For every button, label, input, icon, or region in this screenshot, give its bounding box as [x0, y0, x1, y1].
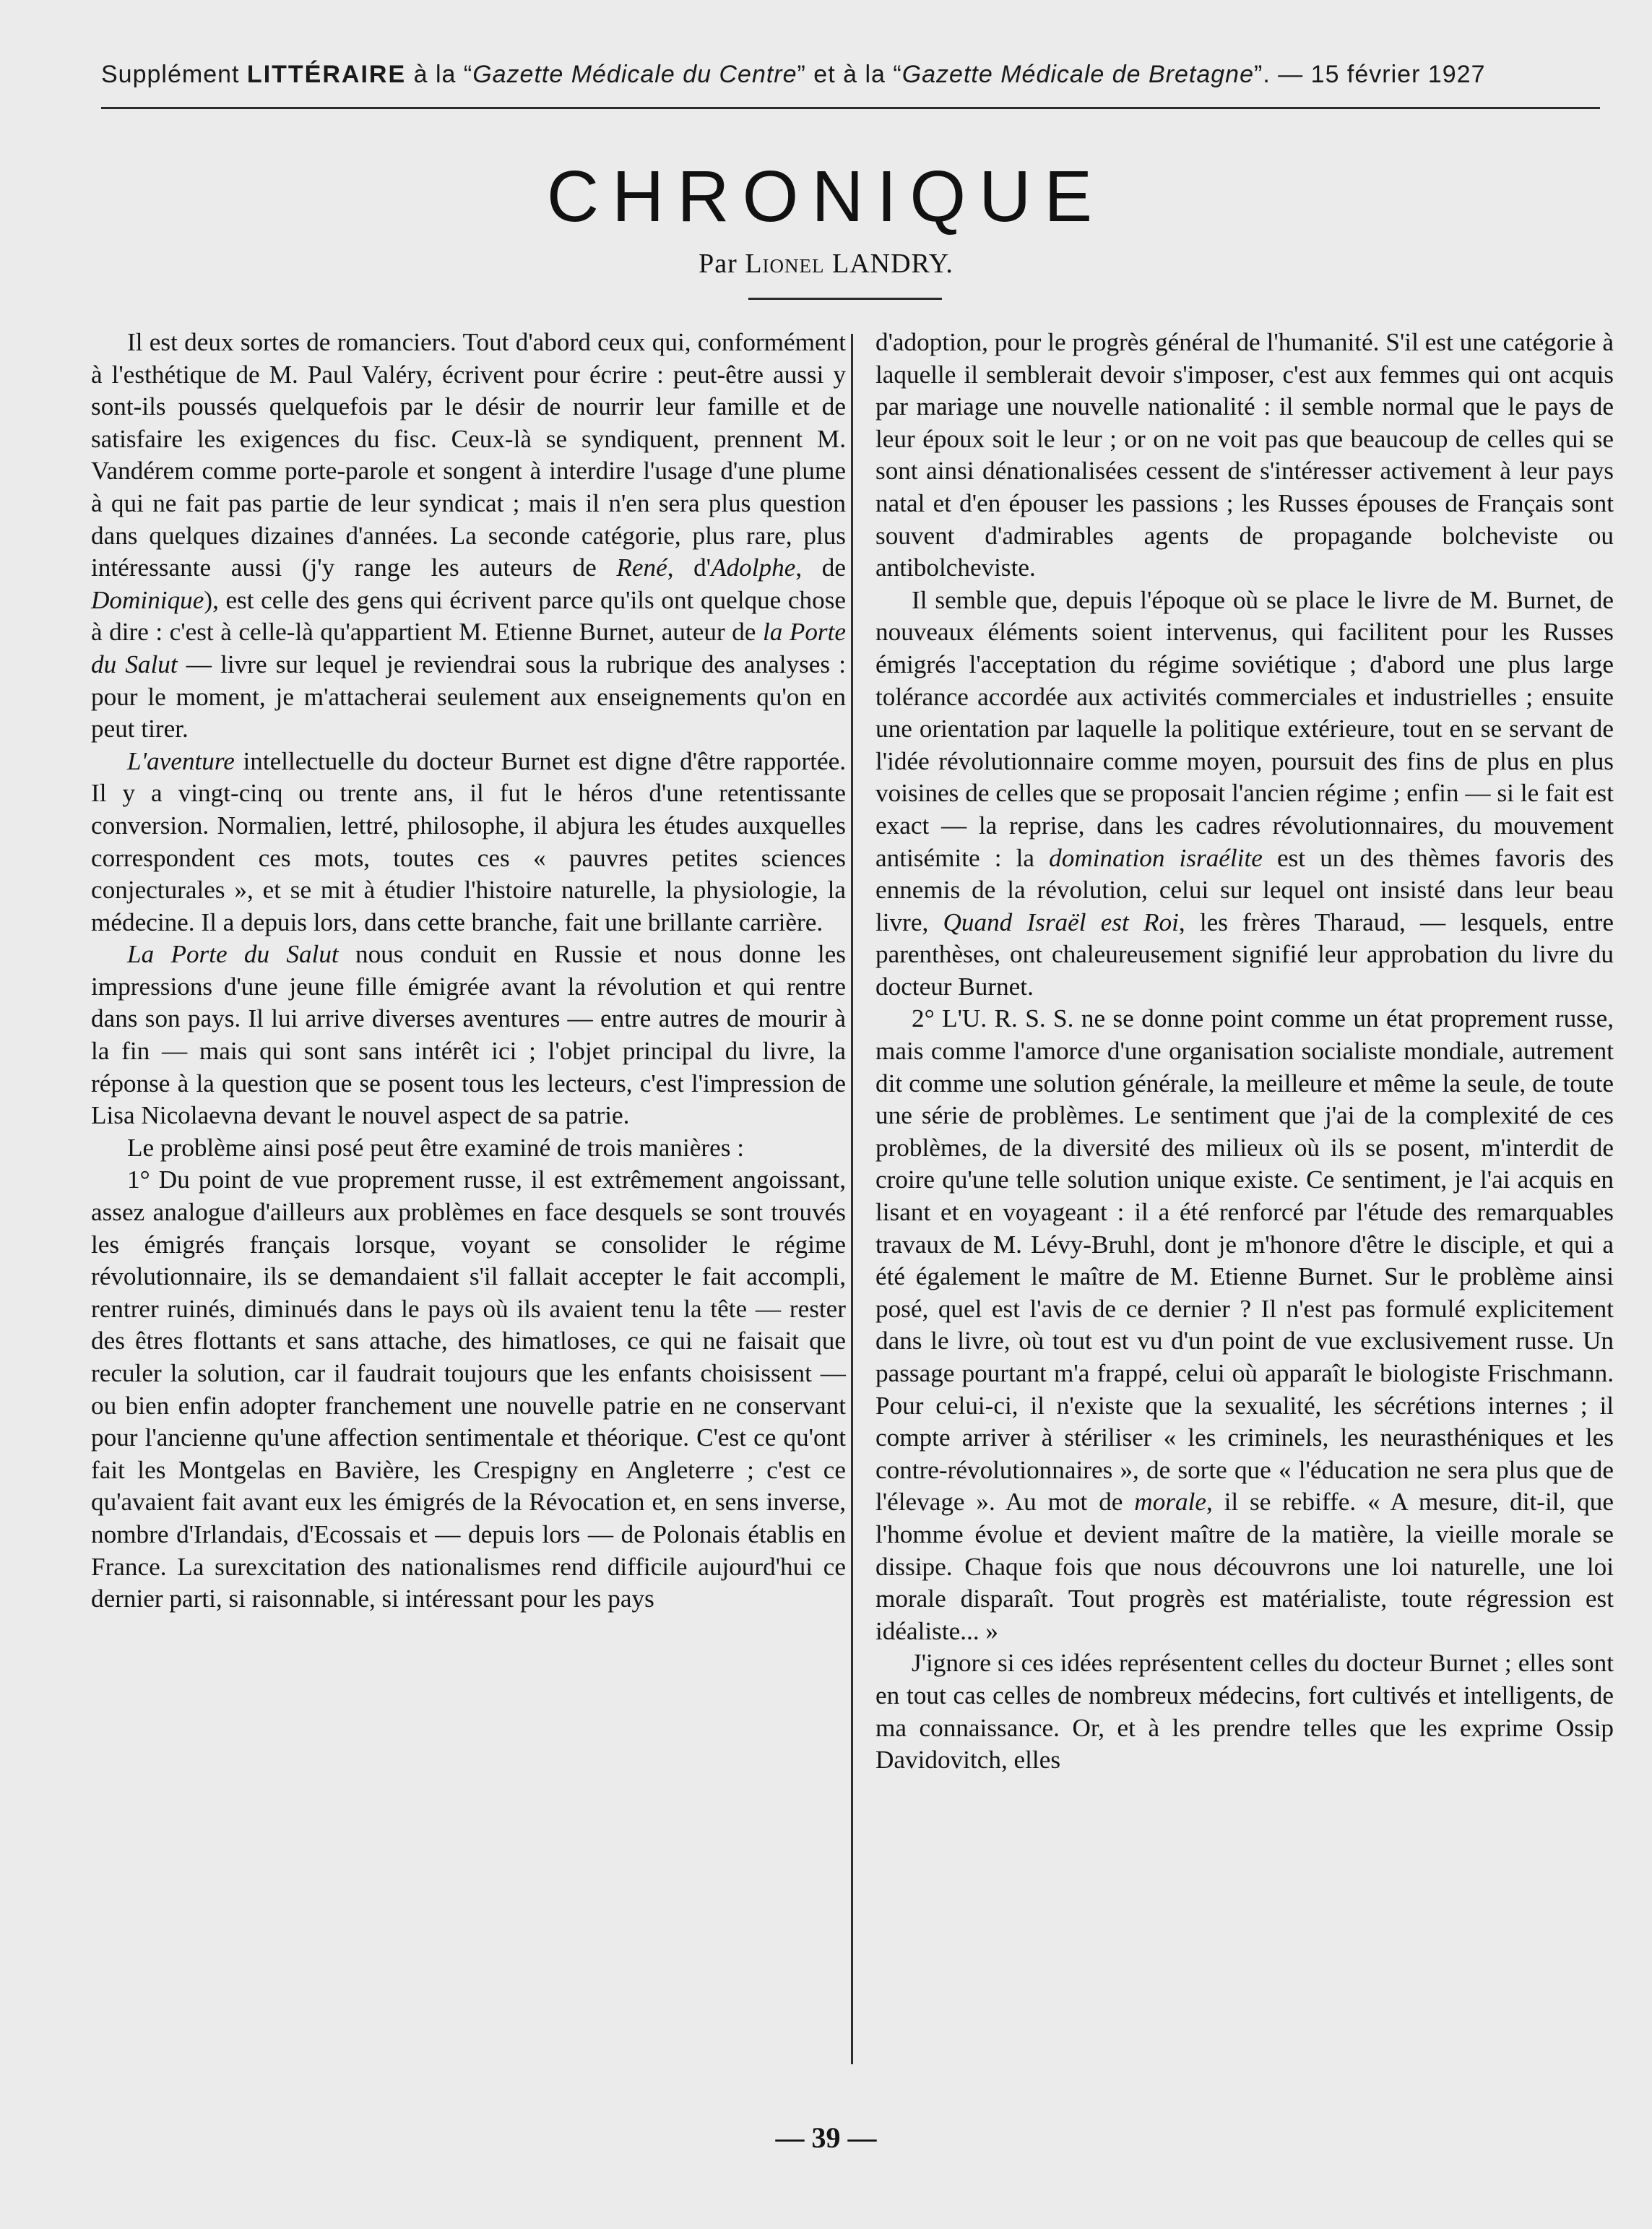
text-run: domination israélite — [1049, 843, 1263, 872]
header-a-la: à la “ — [413, 61, 473, 88]
byline — [0, 248, 1652, 280]
text-run: morale — [1134, 1488, 1206, 1517]
byline-rule — [748, 298, 942, 300]
text-run: , les frères Tharaud, — lesquels, entre parenthèses, ont chaleureusement signifié leur approbation du livre du docteur Burnet. — [875, 907, 1614, 1001]
text-run: ), est celle des gens qui écrivent parce qu'ils ont quelque chose à dire : c'est à celle-là qu'appartient M. Etienne Burnet, auteur de — [91, 585, 846, 647]
header-litteraire: LITTÉRAIRE — [246, 61, 407, 88]
text-run: , il se rebiffe. « A mesure, dit-il, que l'homme évolue et devient maître de la matière, la vieille morale se dissipe. Chaque fois que nous découvrons une loi naturelle, une loi morale disparaît. Tout progrès est matérialiste, toute régression est idéaliste... » — [875, 1488, 1614, 1645]
byline-par: Par — [699, 249, 738, 279]
paragraph — [91, 1164, 846, 1615]
text-run: , de — [795, 553, 847, 582]
text-run: Quand Israël est Roi — [943, 907, 1179, 936]
paragraph — [91, 746, 846, 939]
header-rule — [101, 107, 1600, 109]
paragraph — [91, 327, 846, 746]
text-run: Dominique — [91, 585, 204, 614]
text-run: intellectuelle du docteur Burnet est digne d'être rapportée. Il y a vingt-cinq ou trente ans, il fut le héros d'une retentissante conversion. Normalien, lettré, philosophe, il abjura les études auxquelles correspondent ces mots, toutes ces « pauvres petites sciences conjecturales », et se mit à étudier l'histoire naturelle, la physiologie, la médecine. Il a depuis lors, dans cette branche, fait une brillante carrière. — [91, 746, 847, 936]
page-title: CHRONIQUE — [546, 156, 1106, 237]
paragraph — [875, 1003, 1614, 1647]
text-run: aventure — [147, 746, 235, 775]
paragraph — [91, 1132, 846, 1165]
text-run: — livre sur lequel je reviendrai sous la rubrique des analyses : pour le moment, je m'attacherai seulement aux enseignements qu'on en peut tirer. — [91, 650, 846, 743]
left-column — [91, 327, 846, 1616]
paragraph — [875, 327, 1614, 585]
text-run: Il semble que, depuis l'époque où se place le livre de M. Burnet, de nouveaux éléments soient intervenus, qui facilitent pour les Russes émigrés l'acceptation du régime soviétique ; d'abord une plus large tolérance accordée aux activités commerciales et industrielles ; ensuite une orientation par laquelle la politique extérieure, tout en se servant de l'idée révolutionnaire comme moyen, poursuit des fins de plus en plus voisines de celles que se proposait l'ancien régime ; enfin — si le fait est exact — la reprise, dans les cadres révolutionnaires, du mouvement antisémite : la — [875, 585, 1614, 872]
column-divider — [851, 334, 853, 2064]
header-gazette-bretagne: Gazette Médicale de Bretagne — [901, 61, 1254, 88]
text-run: nous conduit en Russie et nous donne les impressions d'une jeune fille émigrée avant la révolution et qui rentre dans son pays. Il lui arrive diverses aventures — entre autres de mourir à la fin — mais qui sont sans intérêt ici ; l'objet principal du livre, la réponse à la question que se posent tous les lecteurs, c'est l'impression de Lisa Nicolaevna devant le nouvel aspect de sa patrie. — [91, 940, 846, 1130]
header-et-a-la: ” et à la “ — [797, 61, 902, 88]
header-prefix: Supplément — [101, 61, 240, 88]
page-number: — 39 — — [775, 2121, 877, 2154]
text-run: L' — [127, 746, 147, 775]
byline-last-name: LANDRY. — [832, 249, 953, 279]
text-run: La Porte du Salut — [127, 940, 339, 969]
byline-first-name: Lionel — [745, 249, 825, 279]
running-header — [101, 61, 1589, 89]
text-run: Il est deux sortes de romanciers. Tout d'abord ceux qui, conformément à l'esthétique de M. Paul Valéry, écrivent pour écrire : peut-être aussi y sont-ils poussés quelquefois par le désir de nourrir leur famille et de satisfaire les exigences du fisc. Ceux-là se syndiquent, prennent M. Vandérem comme porte-parole et songent à interdire l'usage d'une plume à qui ne fait pas partie de leur syndicat ; mais il n'en sera plus question dans quelques dizaines d'années. La seconde catégorie, plus rare, plus intéressante aussi (j'y range les auteurs de — [91, 328, 846, 582]
text-run: Le problème ainsi posé peut être examiné de trois manières : — [127, 1133, 744, 1162]
text-run: , d' — [667, 553, 712, 582]
text-run: J'ignore si ces idées représentent celles du docteur Burnet ; elles sont en tout cas celles de nombreux médecins, fort cultivés et intelligents, de ma connaissance. Or, et à les prendre telles que les exprime Ossip Davidovitch, elles — [875, 1649, 1614, 1775]
header-gazette-centre: Gazette Médicale du Centre — [472, 61, 797, 88]
text-run: est un des thèmes favoris des ennemis de la révolution, celui sur lequel ont insisté dans leur beau livre, — [875, 843, 1614, 936]
text-run: 2° L'U. R. S. S. ne se donne point comme un état proprement russe, mais comme l'amorce d'une organisation socialiste mondiale, autrement dit comme une solution générale, la meilleure et même la seule, de toute une série de problèmes. Le sentiment que j'ai de la complexité de ces problèmes, de la diversité des milieux où ils se posent, m'interdit de croire qu'une telle solution unique existe. Ce sentiment, je l'ai acquis en lisant et en voyageant : il a été renforcé par l'étude des remarquables travaux de M. Lévy-Bruhl, dont je m'honore d'être le disciple, et qui a été également le maître de M. Etienne Burnet. Sur le problème ainsi posé, quel est l'avis de ce dernier ? Il n'est pas formulé explicitement dans le livre, où tout est vu d'un point de vue exclusivement russe. Un passage pourtant m'a frappé, celui où apparaît le biologiste Frischmann. Pour celui-ci, il n'existe que la sexualité, les sécrétions internes ; il compte arriver à stériliser « les criminels, les neurasthéniques et les contre-révolutionnaires », de sorte que « l'éducation ne sera plus que de l'élevage ». Au mot de — [875, 1004, 1614, 1517]
text-run: la Porte du Salut — [91, 618, 846, 678]
paragraph — [875, 585, 1614, 1004]
text-run: René — [616, 553, 667, 582]
header-date: ”. — 15 février 1927 — [1254, 61, 1486, 88]
text-run: Adolphe — [711, 553, 796, 582]
right-column — [875, 327, 1614, 1777]
text-run: d'adoption, pour le progrès général de l'humanité. S'il est une catégorie à laquelle il semblerait devoir s'imposer, c'est aux femmes qui ont acquis par mariage une nouvelle nationalité : il semble normal que le pays de leur époux soit le leur ; or on ne voit pas que beaucoup de celles qui se sont ainsi dénationalisées cessent de s'intéresser activement à leur pays natal et d'en épouser les passions ; les Russes épouses de Français sont souvent d'admirables agents de propagande bolcheviste ou antibolcheviste. — [875, 328, 1614, 582]
text-run: 1° Du point de vue proprement russe, il est extrêmement angoissant, assez analogue d'ailleurs aux problèmes en face desquels se sont trouvés les émigrés français lorsque, voyant se consolider le régime révolutionnaire, ils se demandaient s'il fallait accepter le fait accompli, rentrer ruinés, diminués dans le pays où ils avaient tenu la tête — rester des êtres flottants et sans attache, des himatloses, ce qui ne faisait que reculer la solution, car il faudrait toujours que les enfants choisissent — ou bien enfin adopter franchement une nouvelle patrie en ne conservant pour l'ancienne qu'une affection sentimentale et théorique. C'est ce qu'ont fait les Montgelas en Bavière, les Crespigny en Angleterre ; c'est ce qu'avaient fait avant eux les émigrés de la Révocation et, en sens inverse, nombre d'Irlandais, d'Ecossais et — depuis lors — de Polonais établis en France. La surexcitation des nationalismes rend difficile aujourd'hui ce dernier parti, si raisonnable, si intéressant pour les pays — [91, 1165, 846, 1613]
paragraph — [91, 939, 846, 1132]
paragraph — [875, 1647, 1614, 1776]
